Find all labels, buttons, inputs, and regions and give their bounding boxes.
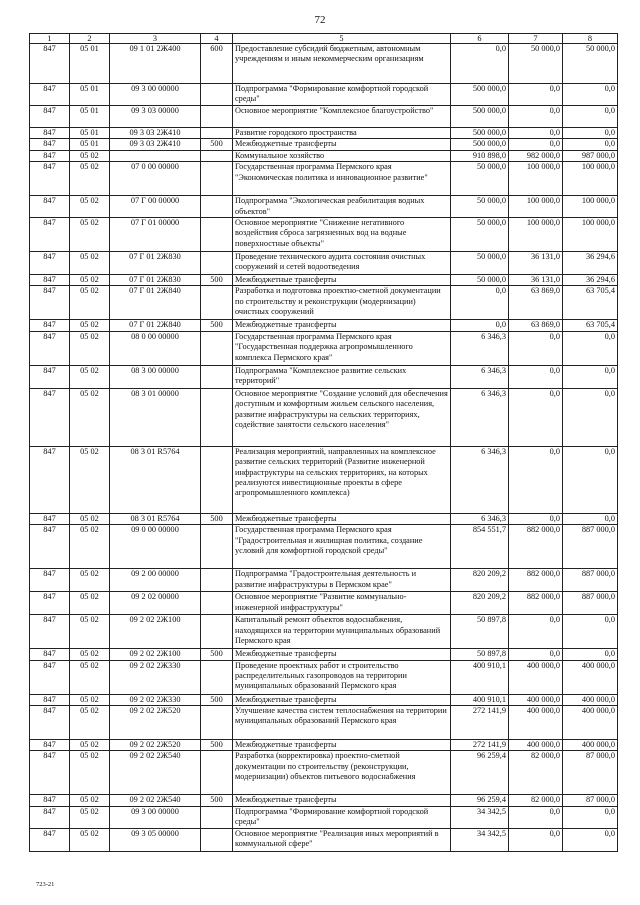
cell-amount-2: 82 000,0: [509, 751, 563, 795]
cell-amount-1: 6 346,3: [451, 388, 509, 446]
cell-section-code: 05 01: [70, 84, 110, 106]
cell-target-article: 09 2 02 2Ж520: [110, 740, 201, 751]
cell-name: Межбюджетные трансферты: [233, 649, 451, 660]
table-row: [30, 286, 618, 320]
cell-amount-1: 50 000,0: [451, 162, 509, 196]
cell-amount-1: 6 346,3: [451, 331, 509, 365]
cell-amount-2: 0,0: [509, 828, 563, 851]
cell-target-article: 08 3 01 R5764: [110, 446, 201, 513]
cell-section-code: 05 02: [70, 795, 110, 806]
cell-name: Основное мероприятие "Снижение негативного воздействия сброса загрязненных вод на водные поверхностные объекты": [233, 218, 451, 252]
cell-section-code: 05 02: [70, 649, 110, 660]
cell-expense-type: [201, 84, 233, 106]
cell-target-article: 09 2 02 2Ж330: [110, 694, 201, 705]
cell-admin-code: 847: [30, 592, 70, 615]
cell-amount-3: 100 000,0: [563, 162, 618, 196]
cell-expense-type: [201, 162, 233, 196]
cell-amount-1: 96 259,4: [451, 795, 509, 806]
cell-admin-code: 847: [30, 525, 70, 569]
cell-amount-2: 0,0: [509, 388, 563, 446]
cell-expense-type: [201, 196, 233, 218]
cell-amount-1: 6 346,3: [451, 446, 509, 513]
cell-admin-code: 847: [30, 751, 70, 795]
table-row: [30, 196, 618, 218]
cell-amount-3: 887 000,0: [563, 569, 618, 592]
cell-admin-code: 847: [30, 162, 70, 196]
cell-amount-1: 50 897,8: [451, 649, 509, 660]
cell-amount-3: 0,0: [563, 388, 618, 446]
cell-amount-2: 0,0: [509, 806, 563, 828]
cell-amount-2: 0,0: [509, 106, 563, 128]
cell-admin-code: 847: [30, 740, 70, 751]
cell-section-code: 05 02: [70, 252, 110, 275]
cell-section-code: 05 02: [70, 331, 110, 365]
cell-section-code: 05 02: [70, 706, 110, 740]
cell-name: Государственная программа Пермского края "Градостроительная и жилищная политика, создание условий для комфортной городской среды": [233, 525, 451, 569]
cell-amount-3: 0,0: [563, 828, 618, 851]
cell-amount-2: 0,0: [509, 365, 563, 388]
cell-admin-code: 847: [30, 139, 70, 150]
table-body: [30, 44, 618, 852]
cell-amount-1: 6 346,3: [451, 513, 509, 524]
cell-target-article: 07 0 00 00000: [110, 162, 201, 196]
cell-section-code: 05 02: [70, 751, 110, 795]
cell-name: Улучшение качества систем теплоснабжения на территории муниципальных образований Пермского края: [233, 706, 451, 740]
cell-name: Предоставление субсидий бюджетным, автономным учреждениям и иным некоммерческим организациям: [233, 44, 451, 84]
cell-admin-code: 847: [30, 252, 70, 275]
table-row: [30, 106, 618, 128]
cell-target-article: 09 3 03 2Ж410: [110, 128, 201, 139]
cell-amount-2: 0,0: [509, 128, 563, 139]
cell-target-article: 09 3 00 00000: [110, 806, 201, 828]
cell-amount-1: 34 342,5: [451, 806, 509, 828]
cell-expense-type: [201, 128, 233, 139]
table-row: [30, 649, 618, 660]
table-row: [30, 84, 618, 106]
cell-section-code: 05 01: [70, 139, 110, 150]
cell-amount-3: 36 294,6: [563, 252, 618, 275]
cell-name: Разработка (корректировка) проектно-сметной документации по строительству (реконструкции, модернизации) объектов питьевого водоснабжения: [233, 751, 451, 795]
cell-target-article: 09 0 00 00000: [110, 525, 201, 569]
cell-amount-2: 100 000,0: [509, 196, 563, 218]
cell-amount-3: 63 705,4: [563, 320, 618, 331]
cell-name: Межбюджетные трансферты: [233, 275, 451, 286]
cell-section-code: 05 02: [70, 275, 110, 286]
cell-amount-2: 63 869,0: [509, 286, 563, 320]
table-row: [30, 275, 618, 286]
cell-name: Разработка и подготовка проектно-сметной документации по строительству и реконструкции (модернизации) очистных сооружений: [233, 286, 451, 320]
cell-target-article: 08 3 00 00000: [110, 365, 201, 388]
column-header: 5: [233, 34, 451, 44]
cell-amount-2: 36 131,0: [509, 252, 563, 275]
cell-expense-type: 500: [201, 275, 233, 286]
cell-admin-code: 847: [30, 106, 70, 128]
cell-name: Государственная программа Пермского края "Экономическая политика и инновационное развитие": [233, 162, 451, 196]
cell-admin-code: 847: [30, 150, 70, 161]
cell-amount-1: 500 000,0: [451, 84, 509, 106]
cell-section-code: 05 02: [70, 286, 110, 320]
cell-target-article: 09 2 02 2Ж330: [110, 660, 201, 694]
cell-amount-3: 36 294,6: [563, 275, 618, 286]
cell-name: Межбюджетные трансферты: [233, 513, 451, 524]
cell-target-article: 09 3 03 2Ж410: [110, 139, 201, 150]
cell-amount-1: 50 000,0: [451, 275, 509, 286]
cell-amount-1: 50 000,0: [451, 252, 509, 275]
cell-section-code: 05 02: [70, 150, 110, 161]
cell-amount-1: 50 000,0: [451, 196, 509, 218]
cell-amount-2: 982 000,0: [509, 150, 563, 161]
page-number: 72: [314, 14, 326, 26]
column-header: 4: [201, 34, 233, 44]
cell-section-code: 05 01: [70, 44, 110, 84]
cell-amount-3: 0,0: [563, 513, 618, 524]
cell-amount-2: 400 000,0: [509, 740, 563, 751]
cell-section-code: 05 02: [70, 615, 110, 649]
cell-section-code: 05 02: [70, 806, 110, 828]
cell-name: Проведение технического аудита состояния очистных сооружений и сетей водоотведения: [233, 252, 451, 275]
cell-admin-code: 847: [30, 196, 70, 218]
cell-section-code: 05 01: [70, 128, 110, 139]
column-header: 8: [563, 34, 618, 44]
cell-amount-1: 820 209,2: [451, 569, 509, 592]
table-row: [30, 139, 618, 150]
cell-target-article: 09 2 02 2Ж540: [110, 751, 201, 795]
table-row: [30, 615, 618, 649]
cell-amount-1: 0,0: [451, 320, 509, 331]
table-row: [30, 388, 618, 446]
cell-name: Реализация мероприятий, направленных на комплексное развитие сельских территорий (Развитие инженерной инфраструктуры на сельских территориях, на которых реализуются инвестиционные проекты в сфере агропромышленного комплекса): [233, 446, 451, 513]
cell-expense-type: [201, 286, 233, 320]
cell-section-code: 05 02: [70, 569, 110, 592]
cell-target-article: 09 3 00 00000: [110, 84, 201, 106]
cell-section-code: 05 02: [70, 162, 110, 196]
cell-name: Основное мероприятие "Реализация иных мероприятий в коммунальной сфере": [233, 828, 451, 851]
cell-admin-code: 847: [30, 694, 70, 705]
cell-expense-type: [201, 615, 233, 649]
cell-expense-type: 500: [201, 694, 233, 705]
cell-amount-2: 400 000,0: [509, 706, 563, 740]
cell-admin-code: 847: [30, 569, 70, 592]
cell-target-article: 07 Г 01 2Ж840: [110, 286, 201, 320]
cell-amount-3: 400 000,0: [563, 740, 618, 751]
cell-expense-type: [201, 218, 233, 252]
cell-amount-1: 272 141,9: [451, 740, 509, 751]
cell-admin-code: 847: [30, 84, 70, 106]
cell-amount-2: 100 000,0: [509, 162, 563, 196]
cell-amount-1: 400 910,1: [451, 694, 509, 705]
cell-section-code: 05 02: [70, 365, 110, 388]
table-row: [30, 446, 618, 513]
table-row: [30, 706, 618, 740]
cell-admin-code: 847: [30, 365, 70, 388]
cell-name: Основное мероприятие "Комплексное благоустройство": [233, 106, 451, 128]
cell-amount-3: 0,0: [563, 106, 618, 128]
cell-expense-type: [201, 525, 233, 569]
cell-amount-1: 0,0: [451, 44, 509, 84]
cell-amount-3: 0,0: [563, 331, 618, 365]
cell-name: Развитие городского пространства: [233, 128, 451, 139]
cell-target-article: 08 3 01 00000: [110, 388, 201, 446]
column-header: 3: [110, 34, 201, 44]
budget-table: [29, 33, 618, 852]
cell-admin-code: 847: [30, 828, 70, 851]
cell-name: Капитальный ремонт объектов водоснабжения, находящихся на территории муниципальных образований Пермского края: [233, 615, 451, 649]
cell-admin-code: 847: [30, 660, 70, 694]
cell-section-code: 05 02: [70, 660, 110, 694]
cell-amount-1: 500 000,0: [451, 139, 509, 150]
table-row: [30, 162, 618, 196]
cell-amount-1: 400 910,1: [451, 660, 509, 694]
cell-section-code: 05 01: [70, 106, 110, 128]
cell-expense-type: [201, 331, 233, 365]
cell-amount-1: 6 346,3: [451, 365, 509, 388]
column-header: 7: [509, 34, 563, 44]
table-row: [30, 44, 618, 84]
cell-admin-code: 847: [30, 446, 70, 513]
cell-name: Основное мероприятие "Развитие коммунально-инженерной инфраструктуры": [233, 592, 451, 615]
table-row: [30, 740, 618, 751]
table-header-row: [30, 34, 618, 44]
cell-admin-code: 847: [30, 388, 70, 446]
cell-amount-3: 87 000,0: [563, 795, 618, 806]
cell-section-code: 05 02: [70, 592, 110, 615]
cell-amount-3: 63 705,4: [563, 286, 618, 320]
cell-amount-3: 987 000,0: [563, 150, 618, 161]
cell-name: Межбюджетные трансферты: [233, 139, 451, 150]
cell-name: Подпрограмма "Комплексное развитие сельских территорий": [233, 365, 451, 388]
cell-amount-3: 400 000,0: [563, 706, 618, 740]
cell-amount-1: 910 898,0: [451, 150, 509, 161]
cell-amount-2: 0,0: [509, 513, 563, 524]
cell-amount-3: 400 000,0: [563, 694, 618, 705]
cell-target-article: 07 Г 01 2Ж840: [110, 320, 201, 331]
cell-target-article: 07 Г 01 00000: [110, 218, 201, 252]
cell-name: Межбюджетные трансферты: [233, 694, 451, 705]
cell-name: Проведение проектных работ и строительство распределительных газопроводов на территории муниципальных образований Пермского края: [233, 660, 451, 694]
cell-amount-1: 0,0: [451, 286, 509, 320]
cell-name: Коммунальное хозяйство: [233, 150, 451, 161]
cell-amount-3: 887 000,0: [563, 592, 618, 615]
cell-name: Подпрограмма "Формирование комфортной городской среды": [233, 84, 451, 106]
cell-expense-type: 500: [201, 795, 233, 806]
cell-amount-3: 50 000,0: [563, 44, 618, 84]
cell-expense-type: 500: [201, 649, 233, 660]
cell-admin-code: 847: [30, 44, 70, 84]
cell-amount-1: 500 000,0: [451, 128, 509, 139]
cell-expense-type: [201, 828, 233, 851]
cell-expense-type: [201, 446, 233, 513]
cell-section-code: 05 02: [70, 525, 110, 569]
cell-amount-2: 882 000,0: [509, 525, 563, 569]
table-row: [30, 569, 618, 592]
cell-name: Государственная программа Пермского края "Государственная поддержка агропромышленного комплекса Пермского края": [233, 331, 451, 365]
cell-target-article: 07 Г 01 2Ж830: [110, 275, 201, 286]
cell-target-article: 07 Г 00 00000: [110, 196, 201, 218]
cell-admin-code: 847: [30, 513, 70, 524]
cell-amount-2: 0,0: [509, 446, 563, 513]
cell-amount-3: 0,0: [563, 139, 618, 150]
table-row: [30, 806, 618, 828]
cell-amount-3: 0,0: [563, 84, 618, 106]
table-row: [30, 751, 618, 795]
cell-amount-3: 100 000,0: [563, 196, 618, 218]
cell-expense-type: [201, 150, 233, 161]
cell-target-article: [110, 150, 201, 161]
cell-amount-2: 50 000,0: [509, 44, 563, 84]
cell-amount-2: 0,0: [509, 84, 563, 106]
cell-target-article: 09 1 01 2Ж400: [110, 44, 201, 84]
cell-admin-code: 847: [30, 615, 70, 649]
cell-amount-3: 0,0: [563, 446, 618, 513]
cell-amount-1: 500 000,0: [451, 106, 509, 128]
cell-name: Подпрограмма "Градостроительная деятельность и развитие инфраструктуры в Пермском крае": [233, 569, 451, 592]
cell-expense-type: [201, 592, 233, 615]
column-header: 1: [30, 34, 70, 44]
table-row: [30, 592, 618, 615]
cell-amount-2: 0,0: [509, 615, 563, 649]
cell-expense-type: [201, 252, 233, 275]
cell-amount-2: 0,0: [509, 139, 563, 150]
cell-amount-1: 34 342,5: [451, 828, 509, 851]
table-row: [30, 694, 618, 705]
cell-admin-code: 847: [30, 649, 70, 660]
cell-target-article: 09 3 03 00000: [110, 106, 201, 128]
cell-amount-2: 882 000,0: [509, 592, 563, 615]
cell-amount-2: 36 131,0: [509, 275, 563, 286]
cell-amount-2: 100 000,0: [509, 218, 563, 252]
cell-expense-type: [201, 660, 233, 694]
cell-expense-type: [201, 806, 233, 828]
cell-admin-code: 847: [30, 275, 70, 286]
cell-expense-type: 600: [201, 44, 233, 84]
column-header: 2: [70, 34, 110, 44]
cell-section-code: 05 02: [70, 828, 110, 851]
table-row: [30, 795, 618, 806]
cell-admin-code: 847: [30, 218, 70, 252]
column-header: 6: [451, 34, 509, 44]
cell-section-code: 05 02: [70, 740, 110, 751]
cell-amount-2: 63 869,0: [509, 320, 563, 331]
table-row: [30, 320, 618, 331]
table-row: [30, 331, 618, 365]
cell-section-code: 05 02: [70, 694, 110, 705]
table-row: [30, 828, 618, 851]
cell-expense-type: [201, 365, 233, 388]
cell-admin-code: 847: [30, 128, 70, 139]
cell-amount-2: 400 000,0: [509, 694, 563, 705]
table-row: [30, 150, 618, 161]
cell-amount-1: 272 141,9: [451, 706, 509, 740]
table-row: [30, 660, 618, 694]
cell-admin-code: 847: [30, 795, 70, 806]
cell-expense-type: [201, 106, 233, 128]
cell-section-code: 05 02: [70, 388, 110, 446]
cell-target-article: 09 2 02 2Ж100: [110, 615, 201, 649]
cell-amount-3: 100 000,0: [563, 218, 618, 252]
cell-amount-1: 854 551,7: [451, 525, 509, 569]
cell-name: Межбюджетные трансферты: [233, 795, 451, 806]
cell-amount-3: 0,0: [563, 128, 618, 139]
cell-admin-code: 847: [30, 331, 70, 365]
cell-amount-3: 0,0: [563, 649, 618, 660]
cell-expense-type: [201, 751, 233, 795]
cell-expense-type: [201, 569, 233, 592]
cell-amount-2: 882 000,0: [509, 569, 563, 592]
cell-expense-type: 500: [201, 139, 233, 150]
cell-admin-code: 847: [30, 806, 70, 828]
cell-expense-type: 500: [201, 320, 233, 331]
table-row: [30, 218, 618, 252]
cell-amount-2: 0,0: [509, 331, 563, 365]
cell-section-code: 05 02: [70, 513, 110, 524]
cell-amount-2: 82 000,0: [509, 795, 563, 806]
cell-section-code: 05 02: [70, 218, 110, 252]
cell-amount-1: 50 000,0: [451, 218, 509, 252]
cell-name: Межбюджетные трансферты: [233, 320, 451, 331]
cell-name: Межбюджетные трансферты: [233, 740, 451, 751]
footer-code: 723-21: [36, 881, 55, 888]
cell-amount-1: 96 259,4: [451, 751, 509, 795]
cell-expense-type: [201, 388, 233, 446]
cell-amount-2: 0,0: [509, 649, 563, 660]
cell-amount-3: 887 000,0: [563, 525, 618, 569]
cell-target-article: 09 2 02 2Ж520: [110, 706, 201, 740]
cell-expense-type: 500: [201, 740, 233, 751]
cell-section-code: 05 02: [70, 446, 110, 513]
cell-admin-code: 847: [30, 286, 70, 320]
cell-target-article: 08 3 01 R5764: [110, 513, 201, 524]
cell-name: Подпрограмма "Формирование комфортной городской среды": [233, 806, 451, 828]
table-row: [30, 252, 618, 275]
cell-target-article: 08 0 00 00000: [110, 331, 201, 365]
cell-target-article: 07 Г 01 2Ж830: [110, 252, 201, 275]
cell-section-code: 05 02: [70, 320, 110, 331]
cell-name: Основное мероприятие "Создание условий для обеспечения доступным и комфортным жильем сельского населения, развитие инфраструктуры на сельских территориях, содействие занятости сельского населения": [233, 388, 451, 446]
table-row: [30, 365, 618, 388]
cell-target-article: 09 3 05 00000: [110, 828, 201, 851]
cell-amount-3: 0,0: [563, 615, 618, 649]
cell-amount-2: 400 000,0: [509, 660, 563, 694]
cell-amount-3: 0,0: [563, 365, 618, 388]
cell-target-article: 09 2 00 00000: [110, 569, 201, 592]
cell-target-article: 09 2 02 00000: [110, 592, 201, 615]
table-row: [30, 128, 618, 139]
table-row: [30, 525, 618, 569]
cell-expense-type: 500: [201, 513, 233, 524]
cell-admin-code: 847: [30, 706, 70, 740]
cell-amount-3: 400 000,0: [563, 660, 618, 694]
table-row: [30, 513, 618, 524]
cell-admin-code: 847: [30, 320, 70, 331]
cell-amount-1: 50 897,8: [451, 615, 509, 649]
cell-amount-3: 87 000,0: [563, 751, 618, 795]
cell-section-code: 05 02: [70, 196, 110, 218]
cell-name: Подпрограмма "Экологическая реабилитация водных объектов": [233, 196, 451, 218]
cell-amount-1: 820 209,2: [451, 592, 509, 615]
cell-amount-3: 0,0: [563, 806, 618, 828]
cell-target-article: 09 2 02 2Ж100: [110, 649, 201, 660]
cell-target-article: 09 2 02 2Ж540: [110, 795, 201, 806]
cell-expense-type: [201, 706, 233, 740]
